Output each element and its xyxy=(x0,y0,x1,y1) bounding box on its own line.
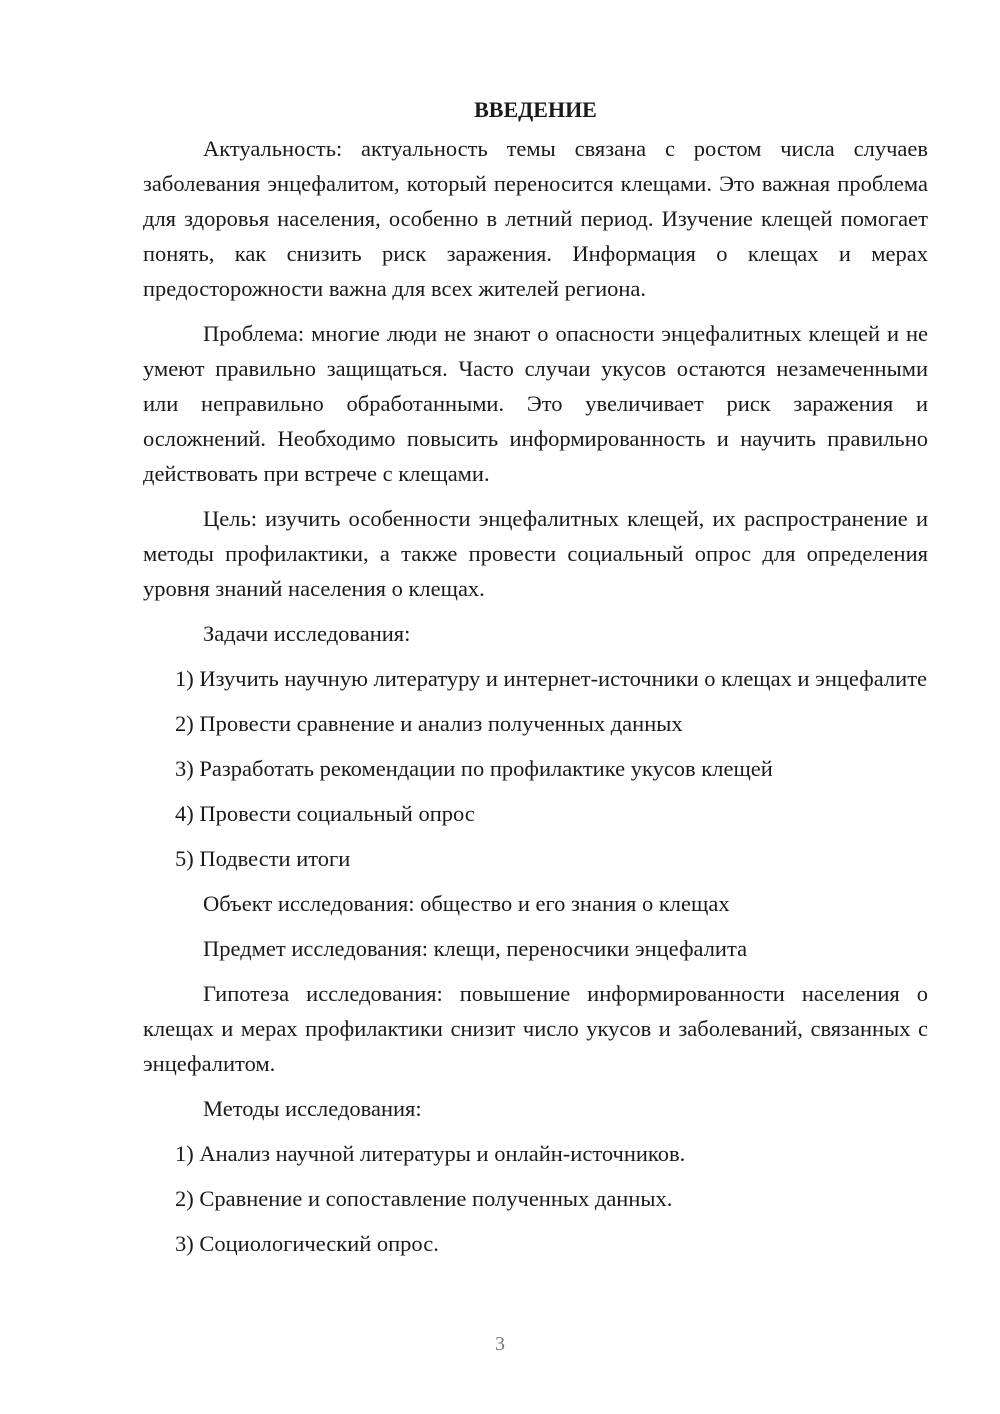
section-title: ВВЕДЕНИЕ xyxy=(474,97,597,122)
research-object: Объект исследования: общество и его знания о клещах xyxy=(203,891,730,916)
method-item-1: 1) Анализ научной литературы и онлайн-источников. xyxy=(175,1141,686,1166)
hypothesis-paragraph: Гипотеза исследования: повышение информированности населения о клещах и мерах профилактики снизит число укусов и заболеваний, связанных с энцефалитом. xyxy=(143,981,928,1076)
document-page xyxy=(143,92,928,1271)
task-item-1: 1) Изучить научную литературу и интернет-источники о клещах и энцефалите xyxy=(175,666,928,691)
task-item-2: 2) Провести сравнение и анализ полученных данных xyxy=(175,711,683,736)
methods-heading: Методы исследования: xyxy=(203,1096,422,1121)
research-subject: Предмет исследования: клещи, переносчики энцефалита xyxy=(203,936,748,961)
goal-paragraph: Цель: изучить особенности энцефалитных клещей, их распространение и методы профилактики, а также провести социальный опрос для определения уровня знаний населения о клещах. xyxy=(143,506,928,601)
page-number: 3 xyxy=(495,1333,505,1355)
method-item-3: 3) Социологический опрос. xyxy=(175,1231,439,1256)
task-item-3: 3) Разработать рекомендации по профилактике укусов клещей xyxy=(175,756,773,781)
tasks-heading: Задачи исследования: xyxy=(203,621,411,646)
task-item-5: 5) Подвести итоги xyxy=(175,846,351,871)
problem-paragraph: Проблема: многие люди не знают о опасности энцефалитных клещей и не умеют правильно защищаться. Часто случаи укусов остаются незамеченными или неправильно обработанными. Это увеличивает риск заражения и осложнений. Необходимо повысить информированность и научить правильно действовать при встрече с клещами. xyxy=(143,321,928,486)
relevance-paragraph: Актуальность: актуальность темы связана с ростом числа случаев заболевания энцефалитом, который переносится клещами. Это важная проблема для здоровья населения, особенно в летний период. Изучение клещей помогает понять, как снизить риск заражения. Информация о клещах и мерах предосторожности важна для всех жителей региона. xyxy=(143,136,928,301)
task-item-4: 4) Провести социальный опрос xyxy=(175,801,475,826)
method-item-2: 2) Сравнение и сопоставление полученных данных. xyxy=(175,1186,673,1211)
